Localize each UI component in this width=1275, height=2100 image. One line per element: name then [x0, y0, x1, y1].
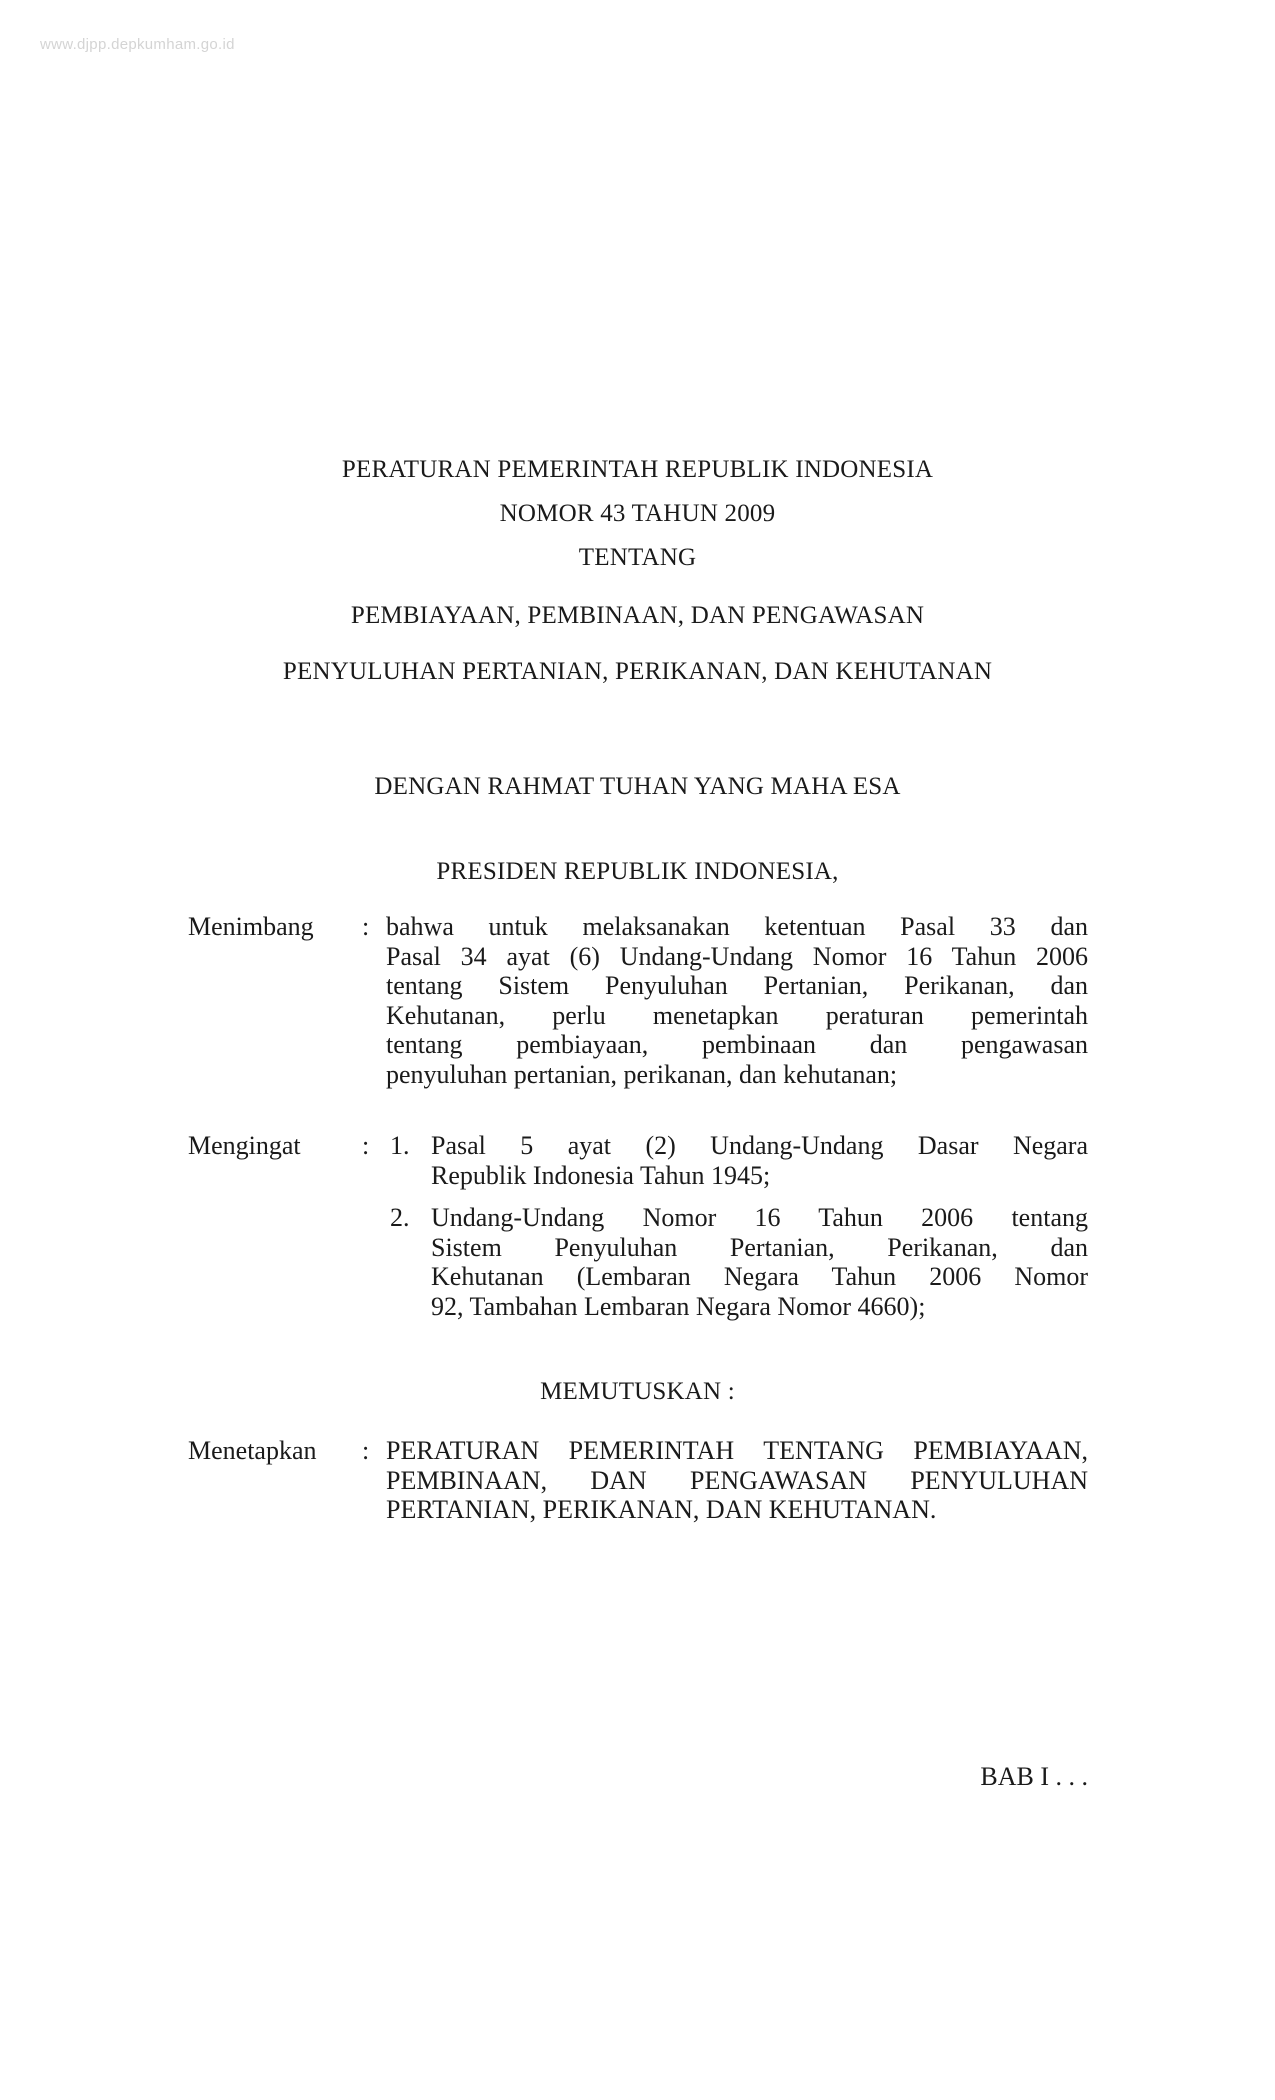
mengingat-label: Mengingat	[188, 1131, 301, 1160]
mengingat-item-1	[431, 1131, 1088, 1190]
menimbang-line: Pasal 34 ayat (6) Undang-Undang Nomor 16 Tahun 2006	[386, 941, 1088, 971]
regulation-tentang: TENTANG	[578, 544, 697, 571]
watermark-url: www.djpp.depkumham.go.id	[40, 36, 235, 53]
decision-heading: MEMUTUSKAN :	[540, 1378, 735, 1405]
menimbang-text	[386, 912, 1088, 1089]
menimbang-line: Kehutanan, perlu menetapkan peraturan pemerintah	[386, 1000, 1088, 1030]
menetapkan-line: PERTANIAN, PERIKANAN, DAN KEHUTANAN.	[386, 1495, 937, 1524]
menetapkan-colon: :	[362, 1436, 370, 1465]
invocation: DENGAN RAHMAT TUHAN YANG MAHA ESA	[374, 773, 901, 800]
mengingat-item-line: Republik Indonesia Tahun 1945;	[431, 1160, 771, 1190]
mengingat-colon: :	[362, 1131, 370, 1160]
menetapkan-line: PEMBINAAN, DAN PENGAWASAN PENYULUHAN	[386, 1465, 1088, 1495]
president-heading: PRESIDEN REPUBLIK INDONESIA,	[436, 858, 839, 885]
menetapkan-text	[386, 1436, 1088, 1525]
regulation-title: PERATURAN PEMERINTAH REPUBLIK INDONESIA	[341, 456, 934, 483]
mengingat-item-line: Kehutanan (Lembaran Negara Tahun 2006 Nomor	[431, 1262, 1088, 1291]
menetapkan-label: Menetapkan	[188, 1436, 317, 1465]
mengingat-item-line: Undang-Undang Nomor 16 Tahun 2006 tentang	[431, 1203, 1088, 1232]
menimbang-line: tentang Sistem Penyuluhan Pertanian, Perikanan, dan	[386, 971, 1088, 1000]
regulation-number: NOMOR 43 TAHUN 2009	[499, 500, 776, 527]
mengingat-item-1-number: 1.	[390, 1131, 410, 1160]
regulation-subject-line2: PENYULUHAN PERTANIAN, PERIKANAN, DAN KEHUTANAN	[282, 658, 993, 685]
mengingat-item-line: Sistem Penyuluhan Pertanian, Perikanan, dan	[431, 1232, 1088, 1262]
mengingat-item-line: Pasal 5 ayat (2) Undang-Undang Dasar Negara	[431, 1131, 1088, 1160]
menetapkan-line: PERATURAN PEMERINTAH TENTANG PEMBIAYAAN,	[386, 1436, 1088, 1465]
menimbang-colon: :	[362, 912, 370, 941]
menimbang-line: penyuluhan pertanian, perikanan, dan kehutanan;	[386, 1059, 898, 1089]
mengingat-item-2-number: 2.	[390, 1203, 410, 1232]
mengingat-item-2	[431, 1203, 1088, 1321]
menimbang-line: tentang pembiayaan, pembinaan dan pengawasan	[386, 1030, 1088, 1059]
mengingat-item-line: 92, Tambahan Lembaran Negara Nomor 4660);	[431, 1291, 926, 1321]
menimbang-line: bahwa untuk melaksanakan ketentuan Pasal 33 dan	[386, 912, 1088, 941]
next-page-marker: BAB I . . .	[980, 1762, 1088, 1791]
menimbang-label: Menimbang	[188, 912, 314, 941]
regulation-subject-line1: PEMBIAYAAN, PEMBINAAN, DAN PENGAWASAN	[350, 602, 925, 629]
